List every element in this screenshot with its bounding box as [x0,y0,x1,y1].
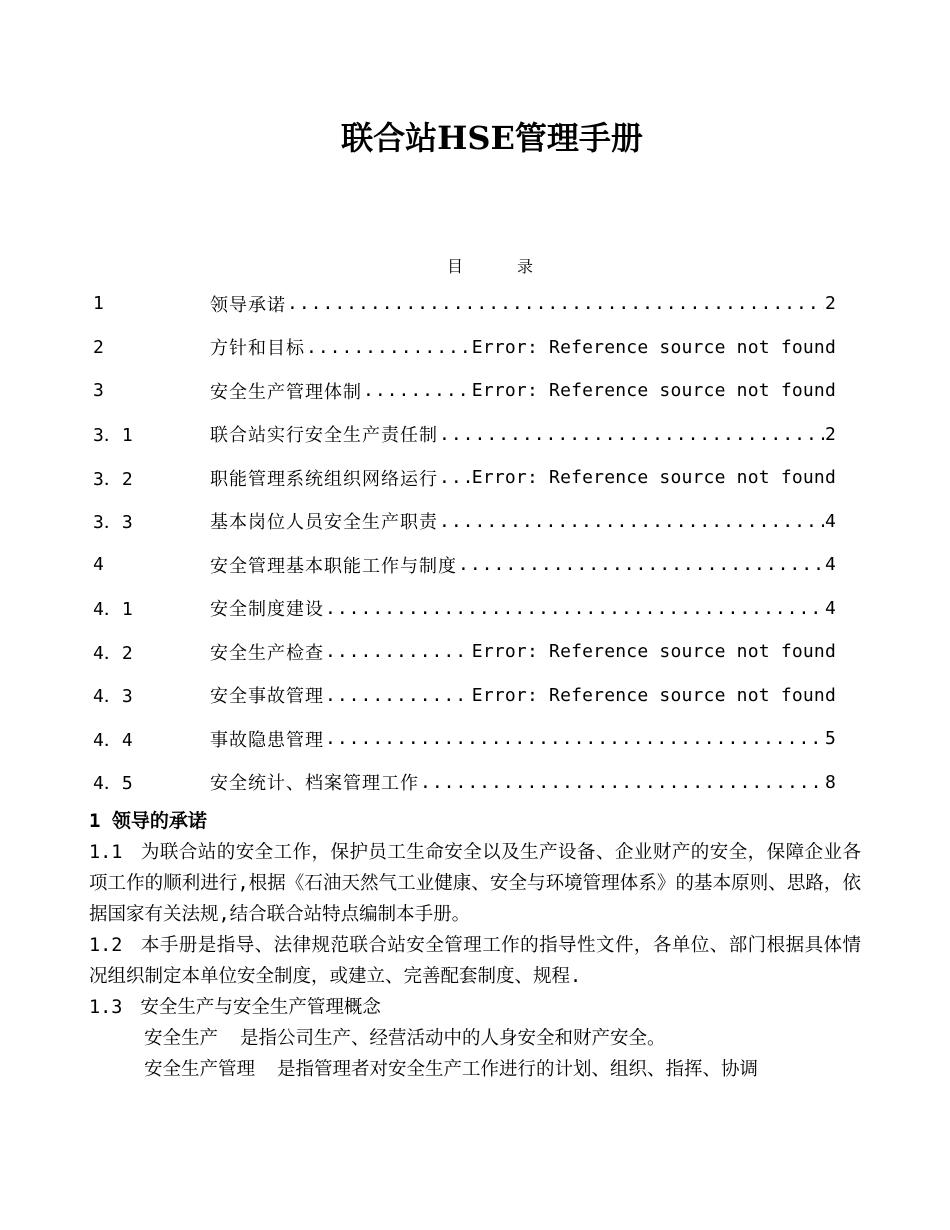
toc-leader-dots [363,380,471,401]
toc-entry-title: 安全制度建设 [210,599,324,621]
toc-entry-page: 5 [824,728,836,750]
toc-leader-dots [306,337,471,358]
toc-entry[interactable] [93,500,836,544]
toc-heading: 目录 [447,257,588,276]
toc-entry-title: 安全统计、档案管理工作 [210,773,419,795]
toc-entry-number: 2 [93,336,104,358]
paragraph-label: 1.1 [89,842,123,863]
toc-entry-page: Error: Reference source not found [471,467,836,489]
toc-entry[interactable] [93,630,836,674]
toc-entry-title: 安全管理基本职能工作与制度 [210,555,457,577]
toc-leader-dots [325,685,471,706]
section-heading: 1 领导的承诺 [89,810,207,832]
toc-entry[interactable] [93,587,836,631]
toc-entry[interactable] [93,456,836,500]
toc-entry[interactable] [93,543,836,587]
toc-entry-page: 2 [824,293,836,315]
definition-safety-production [89,1023,861,1054]
definition-term: 安全生产管理 [144,1059,256,1080]
toc-entry-number: 3．3 [93,512,133,534]
toc-entry-page: 4 [824,510,836,532]
toc-entry-number: 4．5 [93,773,133,795]
toc-entry-title: 基本岗位人员安全生产职责 [210,512,438,534]
toc-entry[interactable] [93,326,836,370]
toc-entry[interactable] [93,282,836,326]
toc-entry[interactable] [93,717,836,761]
document-title: 联合站HSE管理手册 [341,119,643,157]
toc-leader-dots [458,554,824,575]
toc-entry-number: 4．3 [93,686,133,708]
toc-leader-dots [439,467,471,488]
paragraph-label: 1.2 [89,935,123,956]
toc-entry-number: 1 [93,293,104,315]
toc-entry[interactable] [93,674,836,718]
table-of-contents [93,282,836,804]
definition-text: 是指公司生产、经营活动中的人身安全和财产安全。 [240,1028,666,1049]
toc-entry[interactable] [93,761,836,805]
toc-leader-dots [325,598,824,619]
toc-entry-title: 安全生产检查 [210,642,324,664]
toc-entry-number: 4．1 [93,599,133,621]
definition-term: 安全生产 [144,1028,219,1049]
toc-leader-dots [420,772,824,793]
paragraph-text: 本手册是指导、法律规范联合站安全管理工作的指导性文件，各单位、部门根据具体情况组织制定本单位安全制度，或建立、完善配套制度、规程. [89,935,861,987]
toc-entry[interactable] [93,369,836,413]
toc-entry-title: 职能管理系统组织网络运行 [210,468,438,490]
definition-text: 是指管理者对安全生产工作进行的计划、组织、指挥、协调 [277,1059,759,1080]
toc-entry-title: 事故隐患管理 [210,729,324,751]
paragraph-text: 安全生产与安全生产管理概念 [140,997,381,1018]
toc-entry-page: Error: Reference source not found [471,380,836,402]
paragraph-label: 1.3 [89,997,123,1018]
toc-entry-number: 3 [93,380,104,402]
toc-entry-title: 方针和目标 [210,338,305,360]
section-1 [89,806,861,1085]
toc-entry-title: 安全生产管理体制 [210,381,362,403]
paragraph-1-1 [89,837,861,930]
toc-entry-page: Error: Reference source not found [471,684,836,706]
toc-entry-number: 4 [93,554,104,576]
definition-safety-management [89,1054,861,1085]
toc-entry-page: 4 [824,597,836,619]
toc-entry-page: Error: Reference source not found [471,641,836,663]
toc-entry-page: Error: Reference source not found [471,336,836,358]
paragraph-1-2 [89,930,861,992]
toc-entry-page: 4 [824,554,836,576]
toc-entry-page: 2 [824,423,836,445]
paragraph-1-3 [89,992,861,1023]
toc-entry-number: 3．1 [93,425,133,447]
toc-leader-dots [325,641,471,662]
toc-leader-dots [439,511,824,532]
paragraph-text: 为联合站的安全工作，保护员工生命安全以及生产设备、企业财产的安全，保障企业各项工作的顺利进行,根据《石油天然气工业健康、安全与环境管理体系》的基本原则、思路，依据国家有关法规,结合联合站特点编制本手册。 [89,842,861,925]
toc-entry-title: 联合站实行安全生产责任制 [210,425,438,447]
toc-leader-dots [287,293,824,314]
toc-entry-number: 4．2 [93,642,133,664]
toc-entry-title: 安全事故管理 [210,686,324,708]
toc-leader-dots [439,424,824,445]
toc-entry-number: 4．4 [93,729,133,751]
toc-entry-title: 领导承诺 [210,294,286,316]
toc-entry-page: 8 [824,771,836,793]
toc-entry-number: 3．2 [93,468,133,490]
toc-leader-dots [325,728,824,749]
toc-entry[interactable] [93,413,836,457]
